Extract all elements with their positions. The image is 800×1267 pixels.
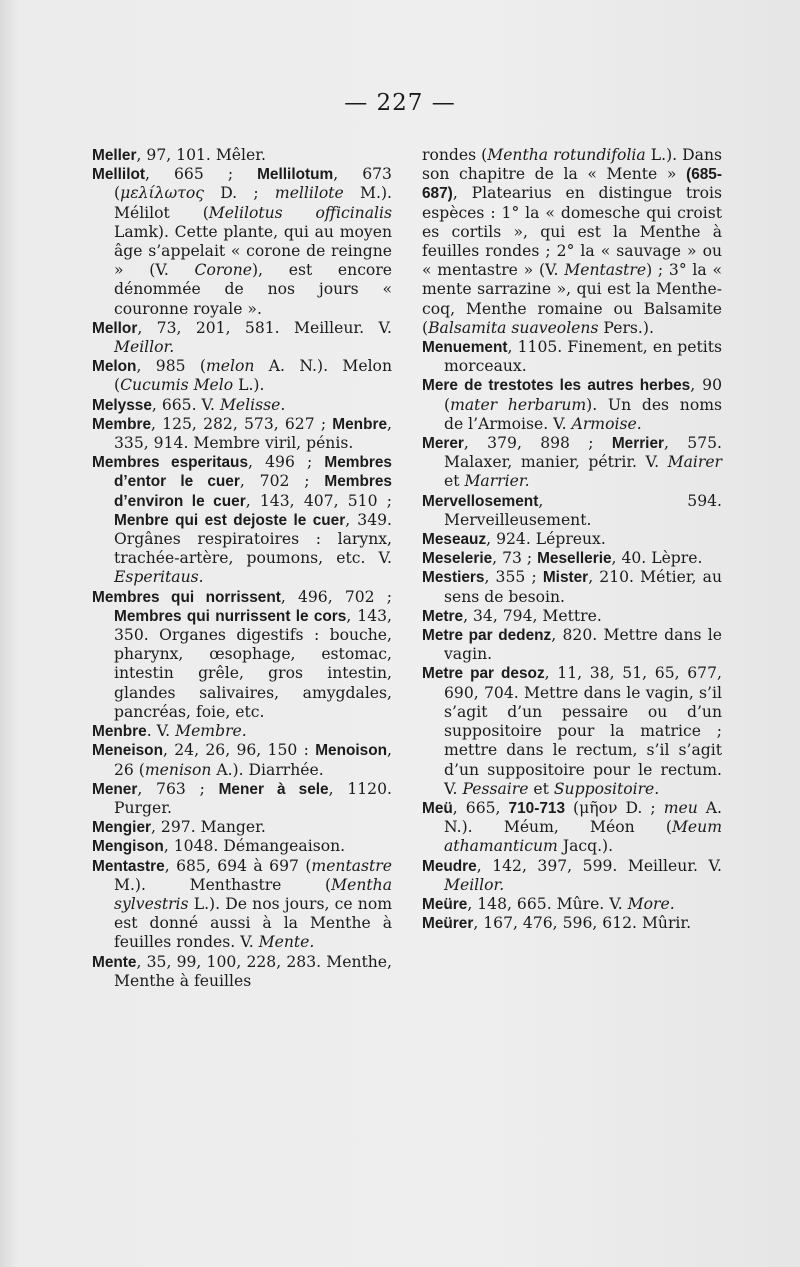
entry-text: , 594. Merveilleusement. — [444, 491, 722, 529]
glossary-entry — [92, 453, 392, 587]
entry-text: . V. — [146, 722, 176, 741]
entry-text: , 125, 282, 573, 627 ; — [151, 414, 333, 433]
glossary-entry — [92, 780, 392, 818]
entry-italic-text: Mentha sylvestris — [114, 875, 392, 913]
entry-text: , 379, 898 ; — [463, 434, 612, 453]
entry-headword: Meseauz — [422, 531, 487, 549]
glossary-entry — [422, 895, 722, 914]
entry-text: A. N.). Méum, Méon ( — [444, 798, 722, 837]
entry-italic-text: mater herbarum — [450, 395, 587, 414]
entry-headword: Mener à sele — [218, 780, 329, 798]
entry-text: , 763 ; — [137, 779, 219, 798]
entry-text: , 148, 665. Mûre. V. — [467, 894, 628, 913]
entry-text: , Platearius en distingue trois espèces : 1° la « domesche qui croist es cortils », qui est la Menthe à feuilles rondes ; 2° la « sauvage » ou « mentastre » (V. — [422, 184, 722, 280]
entry-text: , 73, 201, 581. Meilleur. V. — [137, 318, 392, 337]
page-number: — 227 — — [344, 90, 456, 116]
entry-text: , 142, 397, 599. Meilleur. V. — [476, 856, 722, 875]
entry-italic-text: menison — [144, 760, 212, 779]
entry-italic-text: Suppositoire. — [553, 779, 660, 798]
entry-headword: Meneison — [92, 742, 163, 760]
entry-text: L.). Dans son chapitre de la « Mente » — [422, 146, 722, 184]
glossary-entry — [92, 857, 392, 953]
entry-headword: Merer — [422, 435, 464, 453]
glossary-entry — [422, 434, 722, 492]
entry-headword: Mengison — [92, 838, 164, 856]
entry-italic-text: Meum athamanticum — [444, 818, 722, 856]
glossary-entry — [92, 165, 392, 319]
entry-text: M.). Mélilot ( — [114, 184, 392, 222]
entry-text: , 665 ; — [145, 165, 258, 184]
entry-headword: Meü — [422, 799, 453, 817]
entry-text: , 665, — [452, 798, 509, 817]
entry-headword: 710-713 — [508, 799, 566, 817]
entry-headword: Membre — [92, 415, 152, 433]
entry-text: , 90 ( — [444, 376, 722, 414]
entry-headword: Meselerie — [422, 550, 493, 568]
entry-headword: Mentastre — [92, 857, 165, 875]
entry-text: ), est encore dénommée de nos jours « couronne royale ». — [114, 261, 392, 318]
entry-italic-text: mellilote — [274, 184, 344, 203]
entry-italic-text: Mentha rotundifolia — [487, 146, 646, 164]
entry-text: , 685, 694 à 697 ( — [164, 856, 312, 875]
entry-italic-text: Marrier. — [464, 472, 530, 491]
entry-headword: Membres d’entor le cuer — [114, 454, 392, 491]
entry-text: , 167, 476, 596, 612. Mûrir. — [473, 914, 692, 933]
entry-text: , 355 ; — [484, 568, 543, 587]
entry-headword: Mervellosement — [422, 492, 539, 510]
entry-italic-text: Pessaire — [462, 779, 529, 798]
glossary-entry — [92, 837, 392, 856]
entry-text: ) ; 3° la « mente sarrazine », qui est la Menthe-coq, Menthe romaine ou Balsamite ( — [422, 261, 722, 337]
glossary-entry — [92, 319, 392, 357]
glossary-entry — [92, 741, 392, 779]
entry-italic-text: Mairer — [667, 453, 722, 472]
entry-text: , 35, 99, 100, 228, 283. Menthe, Menthe à feuilles — [114, 952, 392, 990]
entry-headword: Meüre — [422, 895, 468, 913]
entry-headword: Melon — [92, 358, 137, 376]
glossary-entry — [92, 588, 392, 722]
entry-headword: Menbre — [92, 723, 147, 741]
glossary-entry — [92, 415, 392, 453]
entry-text: A. N.). Melon ( — [114, 357, 392, 395]
entry-headword: Mellilotum — [257, 166, 334, 184]
glossary-entry — [92, 953, 392, 991]
entry-text: et — [528, 779, 554, 798]
entry-text: , 1105. Finement, en petits morceaux. — [444, 338, 722, 376]
entry-headword: Mesellerie — [537, 550, 612, 568]
entry-headword: Merrier — [611, 435, 665, 453]
glossary-entry — [422, 492, 722, 530]
entry-headword: Menoison — [315, 742, 388, 760]
entry-text: L.). De nos jours, ce nom est donné aussi à la Menthe à feuilles rondes. V. — [114, 894, 392, 952]
entry-text: , 24, 26, 96, 150 : — [162, 741, 316, 760]
entry-italic-text: Meillor. — [114, 338, 175, 357]
entry-italic-text: Cucumis Melo — [120, 376, 234, 395]
entry-italic-text: Esperitaus. — [114, 568, 204, 587]
entry-headword: Meudre — [422, 857, 477, 875]
glossary-entry — [422, 664, 722, 798]
entry-text: , 210. Métier, au sens de besoin. — [444, 568, 722, 606]
entry-headword: Mestiers — [422, 569, 485, 587]
glossary-entry — [422, 338, 722, 376]
entry-headword: Metre — [422, 607, 464, 625]
glossary-entry — [92, 357, 392, 395]
entry-headword: Menbre qui est dejoste le cuer — [114, 511, 346, 529]
entry-text: , 702 ; — [239, 472, 325, 491]
entry-text: , 1048. Démangeaison. — [163, 837, 346, 856]
entry-text: , 26 ( — [114, 741, 392, 779]
entry-text: , 34, 794, Mettre. — [463, 606, 602, 625]
entry-italic-text: Melilotus officinalis — [208, 203, 393, 222]
entry-headword: Metre par desoz — [422, 665, 545, 683]
glossary-entry — [422, 857, 722, 895]
entry-text: , 820. Mettre dans le vagin. — [444, 626, 722, 664]
entry-text: L.). — [233, 376, 265, 395]
entry-text: Jacq.). — [557, 837, 614, 856]
entry-italic-text: Corone — [194, 261, 252, 280]
entry-text: , 143, 350. Organes digestifs : bouche, pharynx, œsophage, estomac, intestin grêle, gros intestin, glandes salivaires, amygdales, pancréas, foie, etc. — [114, 606, 392, 721]
glossary-entry — [92, 722, 392, 741]
entry-headword: Membres qui nurrissent le cors — [114, 607, 347, 625]
entry-headword: Metre par dedenz — [422, 627, 552, 645]
glossary-entry — [422, 376, 722, 434]
glossary-entry — [422, 530, 722, 549]
entry-headword: Membres esperitaus — [92, 454, 249, 472]
entry-text: , 335, 914. Membre viril, pénis. — [114, 414, 392, 453]
entry-italic-text: Melisse. — [219, 395, 286, 414]
entry-headword: Membres d’environ le cuer — [114, 473, 392, 510]
entry-text: , 143, 407, 510 ; — [245, 491, 392, 510]
entry-text: , 1120. Purger. — [114, 779, 392, 817]
entry-text: , 575. Malaxer, manier, pétrir. V. — [444, 434, 722, 472]
entry-text: rondes ( — [422, 146, 488, 164]
entry-headword: Melysse — [92, 396, 152, 414]
entry-text: A.). Diarrhée. — [211, 760, 324, 779]
entry-headword: Mister — [542, 569, 589, 587]
entry-headword: Mellilot — [92, 166, 146, 184]
entry-text: , 985 ( — [136, 357, 206, 376]
entry-italic-text: meu — [663, 798, 698, 817]
glossary-entry — [422, 914, 722, 933]
entry-text: (μῆον D. ; — [565, 798, 664, 817]
entry-text: , 496, 702 ; — [280, 587, 392, 606]
glossary-entry — [92, 818, 392, 837]
entry-italic-text: Meillor. — [444, 875, 505, 894]
entry-headword: Membres qui norrissent — [92, 588, 281, 606]
glossary-entry — [422, 799, 722, 857]
entry-italic-text: Mente. — [258, 933, 315, 952]
entry-headword: Mere de trestotes les autres herbes — [422, 377, 691, 395]
entry-text: , 496 ; — [248, 453, 325, 472]
entry-italic-text: More. — [627, 894, 675, 913]
glossary-entry — [422, 607, 722, 626]
entry-text: , 297. Manger. — [151, 818, 266, 837]
glossary-entry — [422, 549, 722, 568]
entry-text: Lamk). Cette plante, qui au moyen âge s’appelait « corone de reingne » (V. — [114, 222, 392, 280]
entry-headword: (685-687) — [422, 166, 722, 203]
glossary-entry — [92, 396, 392, 415]
entry-text: M.). Menthastre ( — [114, 875, 332, 894]
entry-headword: Mellor — [92, 319, 138, 337]
glossary-entry — [422, 568, 722, 606]
entry-text: , 97, 101. Mêler. — [136, 146, 266, 164]
entry-headword: Mener — [92, 780, 138, 798]
entry-headword: Mengier — [92, 819, 152, 837]
entry-headword: Meller — [92, 147, 137, 164]
entry-headword: Menbre — [332, 415, 388, 433]
entry-text: , 11, 38, 51, 65, 677, 690, 704. Mettre dans le vagin, s’il s’agit d’un pessaire ou d’un suppositoire pour la matrice ; mettre dans le rectum, s’il s’agit d’un suppositoire pour le rectum. V. — [444, 664, 722, 798]
entry-text: , 349. Orgânes respiratoires : larynx, trachée-artère, poumons, etc. V. — [114, 510, 392, 568]
entry-headword: Mente — [92, 953, 137, 971]
glossary-entry — [92, 146, 392, 165]
entry-text: ). Un des noms de l’Armoise. V. — [444, 395, 723, 433]
entry-headword: Menuement — [422, 339, 508, 357]
entry-italic-text: Balsamita suaveolens — [428, 318, 599, 337]
glossary-left-column — [92, 146, 392, 991]
entry-italic-text: mentastre — [311, 856, 392, 875]
entry-text: Pers.). — [598, 318, 654, 337]
entry-italic-text: μελίλωτος — [120, 184, 204, 203]
entry-italic-text: Armoise. — [571, 414, 642, 433]
entry-text: , 40. Lèpre. — [611, 549, 703, 568]
entry-text: , 673 ( — [114, 165, 392, 203]
entry-text: , 665. V. — [151, 395, 220, 414]
glossary-entry — [422, 626, 722, 664]
entry-italic-text: Membre. — [175, 722, 247, 741]
entry-text: , 73 ; — [492, 549, 538, 568]
entry-headword: Meürer — [422, 915, 474, 933]
entry-text: et — [444, 472, 465, 491]
entry-italic-text: Mentastre — [564, 261, 647, 280]
entry-italic-text: melon — [206, 357, 255, 376]
entry-text: , 924. Lépreux. — [486, 530, 606, 549]
glossary-right-column — [422, 146, 722, 933]
glossary-entry — [422, 146, 722, 338]
entry-text: D. ; — [203, 184, 275, 203]
